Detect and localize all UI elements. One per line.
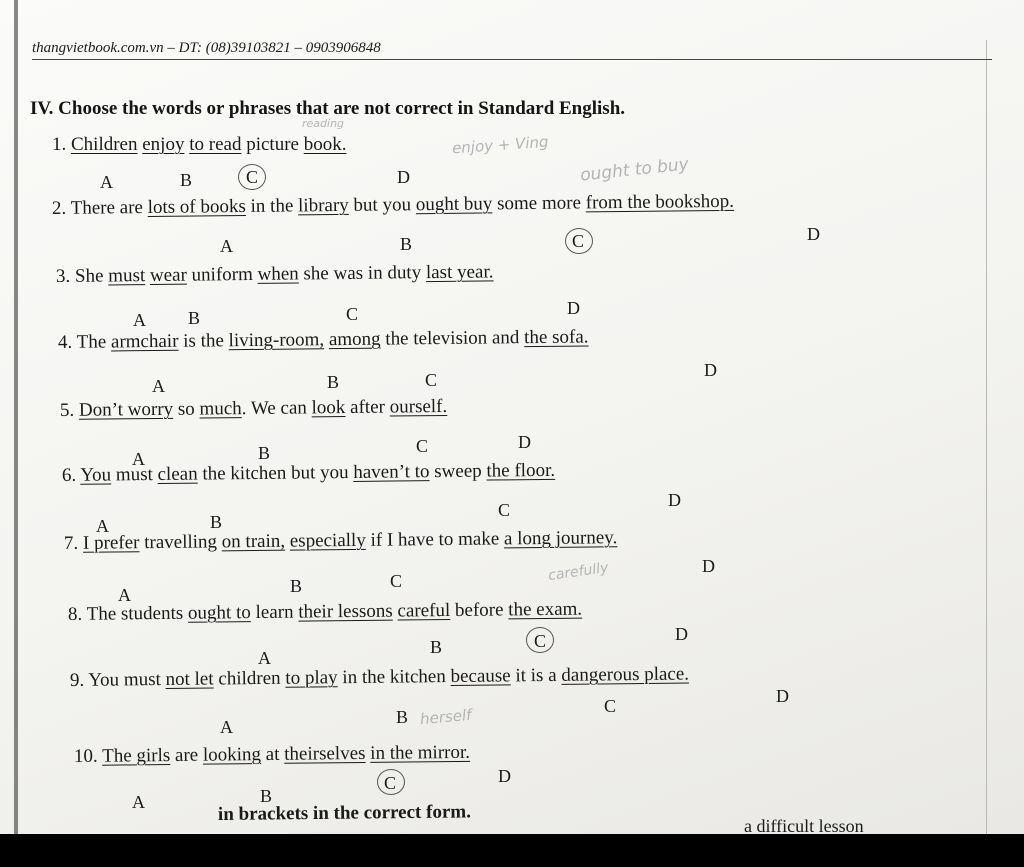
option-label: D — [675, 624, 688, 644]
question-text: are — [170, 744, 204, 766]
underlined-option: looking — [202, 744, 262, 766]
option-label: A — [132, 449, 145, 469]
handwritten-note: enjoy + Ving — [451, 132, 550, 158]
option-label: C — [384, 773, 397, 793]
underlined-option: the sofa. — [524, 326, 589, 349]
question-number: 3. — [55, 265, 76, 287]
exercise-heading: IV. Choose the words or phrases that are not correct in Standard English. — [30, 98, 626, 119]
bottom-bar — [0, 834, 1024, 867]
question-text: picture — [241, 134, 304, 155]
question-text: The students — [86, 602, 189, 625]
answer-circle — [238, 164, 266, 190]
option-label: D — [397, 167, 410, 187]
option-label: B — [180, 170, 193, 190]
question-7 — [64, 527, 618, 555]
question-text: in the — [245, 195, 299, 217]
underlined-option: ourself. — [389, 395, 448, 418]
underlined-option: to play — [285, 667, 338, 689]
underlined-option: theirselves — [284, 742, 366, 765]
question-text: it is a — [510, 664, 562, 687]
question-number: 8. — [67, 603, 87, 625]
question-text: uniform — [186, 263, 258, 286]
question-2 — [52, 191, 734, 220]
option-label: D — [567, 298, 580, 318]
underlined-option: in the mirror. — [370, 741, 471, 764]
option-label: D — [668, 490, 681, 510]
question-number: 9. — [69, 669, 89, 691]
option-label: B — [290, 576, 303, 596]
underlined-option: not let — [165, 668, 214, 690]
handwritten-note: herself — [419, 705, 473, 729]
underlined-option: library — [297, 194, 349, 217]
question-text: children — [213, 667, 286, 690]
handwritten-note: carefully — [547, 559, 610, 585]
option-label: A — [152, 376, 165, 396]
underlined-option: armchair — [110, 330, 179, 353]
header-rule — [32, 59, 992, 60]
question-text: is the — [178, 330, 229, 352]
underlined-option: careful — [397, 599, 451, 622]
underlined-option: Don’t worry — [78, 398, 174, 421]
option-label: B — [210, 512, 223, 532]
answer-circle — [526, 627, 554, 653]
underlined-option: especially — [289, 529, 366, 552]
option-label: B — [327, 372, 340, 392]
underlined-option: when — [257, 263, 299, 285]
question-number: 5. — [59, 399, 80, 421]
question-text: must — [111, 463, 158, 486]
question-1 — [52, 134, 346, 156]
question-text: in the kitchen — [337, 666, 451, 689]
question-9 — [70, 664, 689, 692]
underlined-option: lots of books — [147, 195, 246, 218]
option-label: B — [430, 637, 443, 657]
question-text: the television and — [380, 327, 525, 350]
underlined-option: last year. — [425, 261, 494, 284]
question-text: There are — [70, 196, 148, 219]
question-text: She — [74, 265, 109, 287]
option-label: D — [498, 766, 511, 786]
question-8 — [68, 599, 582, 626]
option-label: A — [133, 310, 146, 330]
question-text: travelling — [139, 531, 222, 554]
underlined-option: wear — [149, 264, 187, 287]
option-label: C — [425, 370, 438, 390]
option-label: A — [118, 585, 131, 605]
question-text: learn — [250, 601, 299, 624]
underlined-option: look — [311, 397, 346, 419]
question-text: she was in duty — [298, 262, 427, 285]
option-label: D — [518, 432, 531, 452]
option-label: A — [100, 172, 113, 192]
question-number: 4. — [57, 331, 77, 353]
answer-circle — [377, 769, 405, 795]
page-edge — [14, 0, 18, 834]
underlined-option: on train, — [221, 530, 286, 553]
underlined-option: You — [80, 464, 112, 486]
question-text: the kitchen but you — [197, 461, 354, 485]
answer-circle — [565, 228, 593, 254]
option-label: D — [704, 360, 717, 380]
option-label: C — [604, 696, 617, 716]
option-label: B — [188, 308, 201, 328]
underlined-option: ought buy — [415, 193, 493, 216]
option-label: A — [258, 648, 271, 668]
option-label: A — [220, 717, 233, 737]
question-number: 2. — [51, 197, 71, 219]
question-number: 1. — [52, 134, 71, 155]
option-label: B — [260, 786, 273, 806]
option-label: B — [258, 443, 271, 463]
handwritten-note: reading — [302, 117, 345, 130]
option-label: D — [807, 224, 820, 244]
question-number: 7. — [63, 532, 84, 554]
question-text: at — [260, 743, 285, 766]
underlined-option: from the bookshop. — [585, 190, 735, 214]
option-label: C — [534, 631, 547, 651]
question-text: . We can — [241, 397, 312, 420]
page-margin-line — [986, 40, 987, 834]
question-text: if I have to make — [365, 528, 505, 551]
question-text: You must — [88, 668, 166, 691]
underlined-option: the floor. — [486, 459, 556, 482]
option-label: D — [776, 686, 789, 706]
underlined-option: clean — [157, 463, 198, 485]
partial-text-right: a difficult lesson — [744, 816, 864, 834]
underlined-option: much — [199, 398, 242, 420]
underlined-option: to read — [189, 134, 242, 155]
question-text: The — [76, 331, 112, 353]
underlined-option: because — [450, 665, 511, 688]
question-text: but you — [348, 194, 416, 216]
option-label: A — [132, 792, 145, 812]
question-text: some more — [492, 192, 586, 215]
page-header: thangvietbook.com.vn – DT: (08)39103821 – 0903906848 — [32, 40, 381, 56]
question-5 — [60, 396, 447, 422]
question-text: after — [345, 396, 390, 419]
underlined-option: Children — [71, 134, 138, 155]
question-10 — [74, 742, 470, 768]
option-label: C — [572, 231, 585, 251]
underlined-option: the exam. — [508, 598, 583, 621]
underlined-option: haven’t to — [353, 461, 430, 483]
underlined-option: their lessons — [298, 600, 393, 623]
underlined-option: I prefer — [82, 532, 140, 554]
option-label: B — [396, 707, 409, 727]
option-label: C — [346, 304, 359, 324]
question-text: so — [172, 398, 200, 420]
question-number: 6. — [61, 464, 81, 486]
underlined-option: dangerous place. — [561, 663, 690, 686]
option-label: C — [246, 167, 259, 187]
option-label: C — [498, 500, 511, 520]
handwritten-note: ought to buy — [579, 154, 690, 186]
option-label: B — [400, 234, 413, 254]
underlined-option: enjoy — [142, 134, 185, 155]
next-exercise-partial: in brackets in the correct form. — [217, 801, 472, 825]
underlined-option: ought to — [187, 602, 251, 624]
option-label: A — [96, 516, 109, 536]
option-label: D — [702, 556, 715, 576]
question-text: sweep — [429, 460, 487, 483]
question-6 — [62, 460, 555, 487]
question-3 — [56, 261, 494, 288]
question-4 — [58, 326, 589, 354]
question-number: 10. — [73, 745, 103, 767]
option-label: A — [220, 236, 233, 256]
option-label: C — [416, 436, 429, 456]
option-label: C — [390, 571, 403, 591]
underlined-option: living-room, — [228, 329, 325, 352]
underlined-option: book. — [303, 134, 347, 155]
underlined-option: The girls — [102, 744, 171, 767]
question-text: before — [450, 599, 509, 621]
underlined-option: among — [328, 328, 381, 351]
underlined-option: must — [108, 265, 146, 287]
underlined-option: a long journey. — [503, 527, 618, 550]
